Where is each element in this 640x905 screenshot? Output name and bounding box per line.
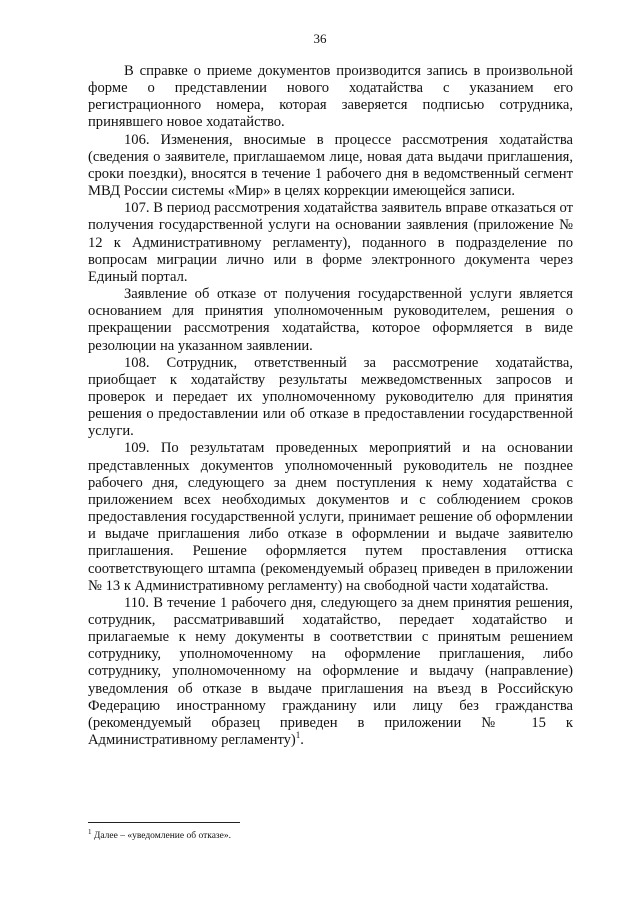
- paragraph-108: [88, 355, 573, 441]
- paragraph-terminal-period: .: [300, 732, 304, 749]
- paragraph-intro-note: [88, 63, 573, 132]
- paragraph-refusal-statement: [88, 286, 573, 355]
- paragraph-109: [88, 440, 573, 594]
- paragraph-text: 109. По результатам проведенных мероприятий и на основании представленных документов уполномоченный руководитель не позднее рабочего дня, следующего за днем поступления к нему ходатайства с приложением всех необходимых документов и с соблюдением сроков предоставления государственной услуги, принимает решение об оформлении и выдаче приглашения либо отказе в оформлении и выдаче заявителю приглашения. Решение оформляется путем проставления оттиска соответствующего штампа (рекомендуемый образец приведен в приложении № 13 к Административному регламенту) на свободной части ходатайства.: [88, 440, 573, 594]
- footnote-reference: 1: [295, 730, 301, 741]
- footnote-marker: 1: [88, 827, 92, 836]
- footnote-text: Далее – «уведомление об отказе».: [93, 831, 231, 841]
- paragraph-text: 107. В период рассмотрения ходатайства заявитель вправе отказаться от получения государственной услуги на основании заявления (приложение № 12 к Административному регламенту), поданного в подразделение по вопросам миграции лично или в форме электронного документа через Единый портал.: [88, 200, 573, 285]
- footnote-divider: [88, 822, 240, 823]
- page-number: 36: [313, 31, 327, 46]
- body-text: [88, 63, 573, 749]
- paragraph-text: В справке о приеме документов производится запись в произвольной форме о представлении нового ходатайства с указанием его регистрационного номера, которая заверяется подписью сотрудника, принявшего новое ходатайство.: [88, 63, 573, 131]
- paragraph-106: [88, 132, 573, 201]
- paragraph-text: Заявление об отказе от получения государственной услуги является основанием для принятия уполномоченным руководителем, решения о прекращении рассмотрения ходатайства, которое оформляется в виде резолюции на указанном заявлении.: [88, 286, 573, 354]
- footnote: [88, 827, 573, 842]
- paragraph-text: 110. В течение 1 рабочего дня, следующего за днем принятия решения, сотрудник, рассматривавший ходатайство, передает ходатайство и прилагаемые к нему документы в соответствии с принятым решением сотруднику, уполномоченному на оформление приглашения, либо сотруднику, уполномоченному на оформление и выдачу (направление) уведомления об отказе в выдаче приглашения на въезд в Российскую Федерацию иностранному гражданину или лицу без гражданства (рекомендуемый образец приведен в приложении № 15 к Административному регламенту): [88, 594, 573, 749]
- paragraph-text: 108. Сотрудник, ответственный за рассмотрение ходатайства, приобщает к ходатайству результаты межведомственных запросов и проверок и передает их уполномоченному руководителю для принятия решения о предоставлении или об отказе в предоставлении государственной услуги.: [88, 354, 573, 440]
- paragraph-107: [88, 200, 573, 286]
- paragraph-110: [88, 595, 573, 749]
- paragraph-text: 106. Изменения, вносимые в процессе рассмотрения ходатайства (сведения о заявителе, приглашаемом лице, новая дата выдачи приглашения, сроки поездки), вносятся в течение 1 рабочего дня в ведомственный сегмент МВД России системы «Мир» в целях коррекции имеющейся записи.: [88, 131, 573, 200]
